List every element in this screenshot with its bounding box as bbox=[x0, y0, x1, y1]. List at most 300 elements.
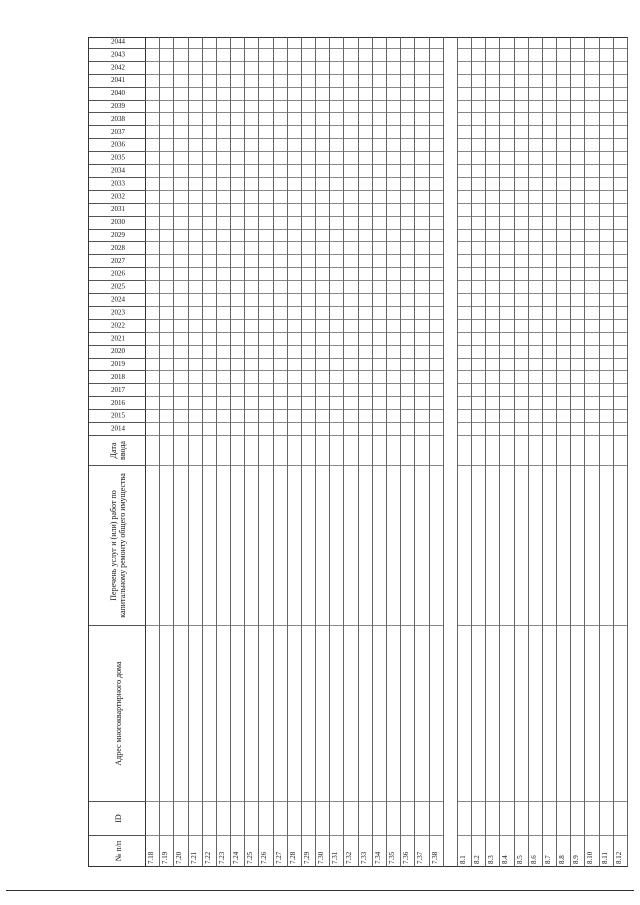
year-cell-2028 bbox=[288, 242, 301, 255]
row-build-year bbox=[174, 436, 187, 466]
year-cell-2038 bbox=[359, 113, 372, 126]
year-cell-2039 bbox=[600, 101, 613, 114]
year-cell-2024 bbox=[316, 294, 329, 307]
table-row bbox=[174, 37, 188, 867]
year-cell-2025 bbox=[259, 281, 272, 294]
year-cell-2019 bbox=[430, 359, 443, 372]
year-cell-2044 bbox=[614, 36, 627, 49]
year-cell-2018 bbox=[614, 372, 627, 385]
year-cell-2020 bbox=[146, 346, 159, 359]
row-address bbox=[543, 626, 556, 802]
row-id bbox=[160, 802, 173, 836]
row-build-year bbox=[529, 436, 542, 466]
year-cell-2028 bbox=[330, 242, 343, 255]
year-cell-2036 bbox=[571, 139, 584, 152]
year-cell-2034 bbox=[458, 165, 471, 178]
year-cell-2036 bbox=[500, 139, 513, 152]
year-cell-2044 bbox=[217, 36, 230, 49]
year-cell-2034 bbox=[614, 165, 627, 178]
row-number: 8.6 bbox=[529, 855, 538, 864]
year-cell-2028 bbox=[217, 242, 230, 255]
year-cell-2039 bbox=[259, 101, 272, 114]
year-cell-2019 bbox=[543, 359, 556, 372]
year-cell-2025 bbox=[288, 281, 301, 294]
year-cell-2020 bbox=[217, 346, 230, 359]
year-cell-2036 bbox=[472, 139, 485, 152]
year-cell-2028 bbox=[316, 242, 329, 255]
year-cell-2033 bbox=[259, 178, 272, 191]
year-cell-2039 bbox=[472, 101, 485, 114]
year-cell-2030 bbox=[359, 217, 372, 230]
row-works bbox=[415, 466, 428, 626]
header-year-2027: 2027 bbox=[89, 255, 147, 268]
year-cell-2024 bbox=[359, 294, 372, 307]
year-cell-2038 bbox=[515, 113, 528, 126]
row-number: 8.4 bbox=[501, 855, 510, 864]
row-build-year bbox=[600, 436, 613, 466]
year-cell-2027 bbox=[274, 255, 287, 268]
year-cell-2014 bbox=[174, 423, 187, 436]
year-cell-2030 bbox=[458, 217, 471, 230]
year-cell-2027 bbox=[571, 255, 584, 268]
year-cell-2039 bbox=[557, 101, 570, 114]
year-cell-2033 bbox=[189, 178, 202, 191]
year-cell-2040 bbox=[585, 88, 598, 101]
year-cell-2022 bbox=[472, 320, 485, 333]
year-cell-2035 bbox=[430, 152, 443, 165]
year-cell-2036 bbox=[543, 139, 556, 152]
year-cell-2039 bbox=[174, 101, 187, 114]
year-cell-2037 bbox=[557, 126, 570, 139]
year-cell-2043 bbox=[203, 49, 216, 62]
year-cell-2024 bbox=[203, 294, 216, 307]
year-cell-2039 bbox=[274, 101, 287, 114]
year-cell-2042 bbox=[274, 62, 287, 75]
year-cell-2020 bbox=[259, 346, 272, 359]
year-cell-2026 bbox=[302, 268, 315, 281]
year-cell-2032 bbox=[231, 191, 244, 204]
year-cell-2024 bbox=[500, 294, 513, 307]
row-address bbox=[189, 626, 202, 802]
year-cell-2020 bbox=[415, 346, 428, 359]
year-cell-2022 bbox=[217, 320, 230, 333]
year-cell-2023 bbox=[600, 307, 613, 320]
year-cell-2043 bbox=[274, 49, 287, 62]
year-cell-2039 bbox=[543, 101, 556, 114]
year-cell-2039 bbox=[288, 101, 301, 114]
year-cell-2030 bbox=[174, 217, 187, 230]
year-cell-2031 bbox=[415, 204, 428, 217]
row-address bbox=[217, 626, 230, 802]
year-cell-2038 bbox=[529, 113, 542, 126]
year-cell-2026 bbox=[585, 268, 598, 281]
year-cell-2019 bbox=[146, 359, 159, 372]
year-cell-2019 bbox=[359, 359, 372, 372]
year-cell-2044 bbox=[259, 36, 272, 49]
year-cell-2031 bbox=[557, 204, 570, 217]
header-num: № п/п bbox=[113, 840, 123, 862]
year-cell-2037 bbox=[515, 126, 528, 139]
year-cell-2035 bbox=[302, 152, 315, 165]
year-cell-2038 bbox=[585, 113, 598, 126]
table-row bbox=[245, 37, 259, 867]
year-cell-2041 bbox=[344, 75, 357, 88]
year-cell-2041 bbox=[189, 75, 202, 88]
year-cell-2034 bbox=[359, 165, 372, 178]
year-cell-2019 bbox=[302, 359, 315, 372]
year-cell-2043 bbox=[359, 49, 372, 62]
year-cell-2031 bbox=[472, 204, 485, 217]
row-address bbox=[571, 626, 584, 802]
year-cell-2021 bbox=[543, 333, 556, 346]
year-cell-2033 bbox=[146, 178, 159, 191]
year-cell-2040 bbox=[245, 88, 258, 101]
year-cell-2031 bbox=[330, 204, 343, 217]
row-address bbox=[302, 626, 315, 802]
row-id bbox=[472, 802, 485, 836]
year-cell-2036 bbox=[217, 139, 230, 152]
year-cell-2023 bbox=[585, 307, 598, 320]
year-cell-2018 bbox=[529, 372, 542, 385]
year-cell-2039 bbox=[189, 101, 202, 114]
year-cell-2016 bbox=[359, 397, 372, 410]
row-build-year bbox=[571, 436, 584, 466]
year-cell-2037 bbox=[359, 126, 372, 139]
year-cell-2032 bbox=[274, 191, 287, 204]
year-cell-2032 bbox=[557, 191, 570, 204]
row-id bbox=[344, 802, 357, 836]
year-cell-2029 bbox=[217, 230, 230, 243]
year-cell-2031 bbox=[529, 204, 542, 217]
year-cell-2015 bbox=[203, 410, 216, 423]
year-cell-2016 bbox=[557, 397, 570, 410]
year-cell-2040 bbox=[288, 88, 301, 101]
year-cell-2032 bbox=[543, 191, 556, 204]
year-cell-2044 bbox=[401, 36, 414, 49]
year-cell-2020 bbox=[189, 346, 202, 359]
year-cell-2020 bbox=[359, 346, 372, 359]
year-cell-2017 bbox=[585, 384, 598, 397]
year-cell-2018 bbox=[189, 372, 202, 385]
year-cell-2032 bbox=[387, 191, 400, 204]
year-cell-2015 bbox=[571, 410, 584, 423]
year-cell-2024 bbox=[189, 294, 202, 307]
year-cell-2022 bbox=[203, 320, 216, 333]
row-build-year bbox=[486, 436, 499, 466]
year-cell-2028 bbox=[585, 242, 598, 255]
year-cell-2031 bbox=[189, 204, 202, 217]
row-number: 7.33 bbox=[359, 851, 368, 864]
year-cell-2043 bbox=[571, 49, 584, 62]
table-row bbox=[160, 37, 174, 867]
row-works bbox=[259, 466, 272, 626]
year-cell-2035 bbox=[529, 152, 542, 165]
year-cell-2044 bbox=[529, 36, 542, 49]
year-cell-2025 bbox=[359, 281, 372, 294]
year-cell-2016 bbox=[245, 397, 258, 410]
year-cell-2018 bbox=[302, 372, 315, 385]
year-cell-2042 bbox=[515, 62, 528, 75]
year-cell-2026 bbox=[600, 268, 613, 281]
year-cell-2025 bbox=[557, 281, 570, 294]
row-number: 7.37 bbox=[416, 851, 425, 864]
year-cell-2018 bbox=[557, 372, 570, 385]
year-cell-2042 bbox=[330, 62, 343, 75]
year-cell-2037 bbox=[217, 126, 230, 139]
year-cell-2019 bbox=[415, 359, 428, 372]
year-cell-2035 bbox=[316, 152, 329, 165]
row-id bbox=[274, 802, 287, 836]
year-cell-2030 bbox=[387, 217, 400, 230]
year-cell-2030 bbox=[146, 217, 159, 230]
year-cell-2020 bbox=[245, 346, 258, 359]
year-cell-2042 bbox=[344, 62, 357, 75]
table-row bbox=[146, 37, 160, 867]
row-address bbox=[472, 626, 485, 802]
year-cell-2029 bbox=[189, 230, 202, 243]
year-cell-2022 bbox=[146, 320, 159, 333]
year-cell-2037 bbox=[189, 126, 202, 139]
year-cell-2026 bbox=[486, 268, 499, 281]
year-cell-2038 bbox=[500, 113, 513, 126]
year-cell-2015 bbox=[189, 410, 202, 423]
year-cell-2040 bbox=[458, 88, 471, 101]
row-number: 8.9 bbox=[572, 855, 581, 864]
year-cell-2039 bbox=[515, 101, 528, 114]
year-cell-2017 bbox=[330, 384, 343, 397]
year-cell-2035 bbox=[401, 152, 414, 165]
year-cell-2025 bbox=[160, 281, 173, 294]
header-year-2014: 2014 bbox=[89, 423, 147, 436]
year-cell-2035 bbox=[330, 152, 343, 165]
year-cell-2033 bbox=[245, 178, 258, 191]
row-works bbox=[515, 466, 528, 626]
year-cell-2040 bbox=[344, 88, 357, 101]
row-works bbox=[245, 466, 258, 626]
year-cell-2023 bbox=[316, 307, 329, 320]
year-cell-2039 bbox=[203, 101, 216, 114]
year-cell-2031 bbox=[500, 204, 513, 217]
year-cell-2017 bbox=[344, 384, 357, 397]
year-cell-2015 bbox=[259, 410, 272, 423]
year-cell-2041 bbox=[288, 75, 301, 88]
year-cell-2023 bbox=[330, 307, 343, 320]
table-row bbox=[500, 37, 514, 867]
year-cell-2025 bbox=[245, 281, 258, 294]
year-cell-2033 bbox=[288, 178, 301, 191]
year-cell-2018 bbox=[373, 372, 386, 385]
year-cell-2022 bbox=[415, 320, 428, 333]
year-cell-2016 bbox=[614, 397, 627, 410]
year-cell-2042 bbox=[614, 62, 627, 75]
year-cell-2025 bbox=[430, 281, 443, 294]
year-cell-2042 bbox=[259, 62, 272, 75]
year-cell-2040 bbox=[231, 88, 244, 101]
year-cell-2023 bbox=[415, 307, 428, 320]
year-cell-2027 bbox=[543, 255, 556, 268]
header-year-2041: 2041 bbox=[89, 75, 147, 88]
year-cell-2016 bbox=[259, 397, 272, 410]
year-cell-2041 bbox=[515, 75, 528, 88]
year-cell-2034 bbox=[203, 165, 216, 178]
year-cell-2026 bbox=[330, 268, 343, 281]
year-cell-2028 bbox=[458, 242, 471, 255]
year-cell-2030 bbox=[316, 217, 329, 230]
year-cell-2023 bbox=[430, 307, 443, 320]
year-cell-2028 bbox=[515, 242, 528, 255]
year-cell-2027 bbox=[600, 255, 613, 268]
year-cell-2037 bbox=[415, 126, 428, 139]
row-build-year bbox=[302, 436, 315, 466]
year-cell-2021 bbox=[146, 333, 159, 346]
year-cell-2018 bbox=[500, 372, 513, 385]
year-cell-2024 bbox=[486, 294, 499, 307]
year-cell-2043 bbox=[500, 49, 513, 62]
year-cell-2020 bbox=[529, 346, 542, 359]
year-cell-2017 bbox=[231, 384, 244, 397]
year-cell-2033 bbox=[203, 178, 216, 191]
year-cell-2041 bbox=[316, 75, 329, 88]
year-cell-2018 bbox=[401, 372, 414, 385]
year-cell-2034 bbox=[174, 165, 187, 178]
row-build-year bbox=[259, 436, 272, 466]
year-cell-2014 bbox=[231, 423, 244, 436]
year-cell-2014 bbox=[458, 423, 471, 436]
table-row bbox=[359, 37, 373, 867]
year-cell-2014 bbox=[245, 423, 258, 436]
year-cell-2017 bbox=[515, 384, 528, 397]
year-cell-2039 bbox=[614, 101, 627, 114]
row-build-year bbox=[316, 436, 329, 466]
year-cell-2037 bbox=[529, 126, 542, 139]
year-cell-2035 bbox=[585, 152, 598, 165]
year-cell-2028 bbox=[302, 242, 315, 255]
year-cell-2022 bbox=[571, 320, 584, 333]
row-id bbox=[373, 802, 386, 836]
year-cell-2032 bbox=[203, 191, 216, 204]
year-cell-2042 bbox=[557, 62, 570, 75]
year-cell-2040 bbox=[557, 88, 570, 101]
row-number: 7.24 bbox=[232, 851, 241, 864]
year-cell-2024 bbox=[160, 294, 173, 307]
year-cell-2023 bbox=[146, 307, 159, 320]
year-cell-2043 bbox=[231, 49, 244, 62]
year-cell-2034 bbox=[486, 165, 499, 178]
year-cell-2035 bbox=[245, 152, 258, 165]
year-cell-2014 bbox=[401, 423, 414, 436]
row-works bbox=[585, 466, 598, 626]
year-cell-2037 bbox=[585, 126, 598, 139]
year-cell-2030 bbox=[515, 217, 528, 230]
year-cell-2027 bbox=[486, 255, 499, 268]
header-year-2031: 2031 bbox=[89, 204, 147, 217]
year-cell-2029 bbox=[585, 230, 598, 243]
year-cell-2042 bbox=[529, 62, 542, 75]
year-cell-2034 bbox=[529, 165, 542, 178]
year-cell-2027 bbox=[203, 255, 216, 268]
year-cell-2038 bbox=[330, 113, 343, 126]
year-cell-2040 bbox=[203, 88, 216, 101]
year-cell-2027 bbox=[458, 255, 471, 268]
year-cell-2014 bbox=[359, 423, 372, 436]
year-cell-2039 bbox=[316, 101, 329, 114]
year-cell-2034 bbox=[146, 165, 159, 178]
year-cell-2019 bbox=[571, 359, 584, 372]
row-id bbox=[302, 802, 315, 836]
year-cell-2028 bbox=[245, 242, 258, 255]
year-cell-2025 bbox=[458, 281, 471, 294]
year-cell-2042 bbox=[217, 62, 230, 75]
header-year-2025: 2025 bbox=[89, 281, 147, 294]
year-cell-2036 bbox=[430, 139, 443, 152]
year-cell-2025 bbox=[373, 281, 386, 294]
year-cell-2034 bbox=[500, 165, 513, 178]
row-works bbox=[500, 466, 513, 626]
year-cell-2027 bbox=[430, 255, 443, 268]
row-works bbox=[571, 466, 584, 626]
year-cell-2034 bbox=[189, 165, 202, 178]
header-year-2022: 2022 bbox=[89, 320, 147, 333]
year-cell-2021 bbox=[274, 333, 287, 346]
year-cell-2037 bbox=[203, 126, 216, 139]
year-cell-2023 bbox=[359, 307, 372, 320]
row-works bbox=[189, 466, 202, 626]
year-cell-2016 bbox=[500, 397, 513, 410]
year-cell-2034 bbox=[274, 165, 287, 178]
year-cell-2019 bbox=[160, 359, 173, 372]
year-cell-2043 bbox=[259, 49, 272, 62]
year-cell-2026 bbox=[160, 268, 173, 281]
table-row bbox=[302, 37, 316, 867]
year-cell-2041 bbox=[302, 75, 315, 88]
year-cell-2027 bbox=[515, 255, 528, 268]
row-id bbox=[600, 802, 613, 836]
row-address bbox=[274, 626, 287, 802]
year-cell-2019 bbox=[529, 359, 542, 372]
year-cell-2019 bbox=[189, 359, 202, 372]
year-cell-2036 bbox=[160, 139, 173, 152]
year-cell-2044 bbox=[203, 36, 216, 49]
year-cell-2020 bbox=[500, 346, 513, 359]
year-cell-2025 bbox=[472, 281, 485, 294]
row-address bbox=[174, 626, 187, 802]
year-cell-2040 bbox=[373, 88, 386, 101]
row-build-year bbox=[146, 436, 159, 466]
year-cell-2042 bbox=[174, 62, 187, 75]
year-cell-2028 bbox=[146, 242, 159, 255]
year-cell-2029 bbox=[387, 230, 400, 243]
year-cell-2019 bbox=[401, 359, 414, 372]
year-cell-2033 bbox=[401, 178, 414, 191]
year-cell-2020 bbox=[373, 346, 386, 359]
year-cell-2035 bbox=[146, 152, 159, 165]
year-cell-2034 bbox=[160, 165, 173, 178]
year-cell-2029 bbox=[557, 230, 570, 243]
year-cell-2026 bbox=[614, 268, 627, 281]
year-cell-2018 bbox=[217, 372, 230, 385]
row-number: 8.1 bbox=[458, 855, 467, 864]
year-cell-2014 bbox=[146, 423, 159, 436]
year-cell-2023 bbox=[557, 307, 570, 320]
year-cell-2014 bbox=[373, 423, 386, 436]
year-cell-2018 bbox=[160, 372, 173, 385]
year-cell-2024 bbox=[302, 294, 315, 307]
year-cell-2027 bbox=[330, 255, 343, 268]
year-cell-2032 bbox=[316, 191, 329, 204]
year-cell-2017 bbox=[387, 384, 400, 397]
row-address bbox=[316, 626, 329, 802]
year-cell-2016 bbox=[401, 397, 414, 410]
